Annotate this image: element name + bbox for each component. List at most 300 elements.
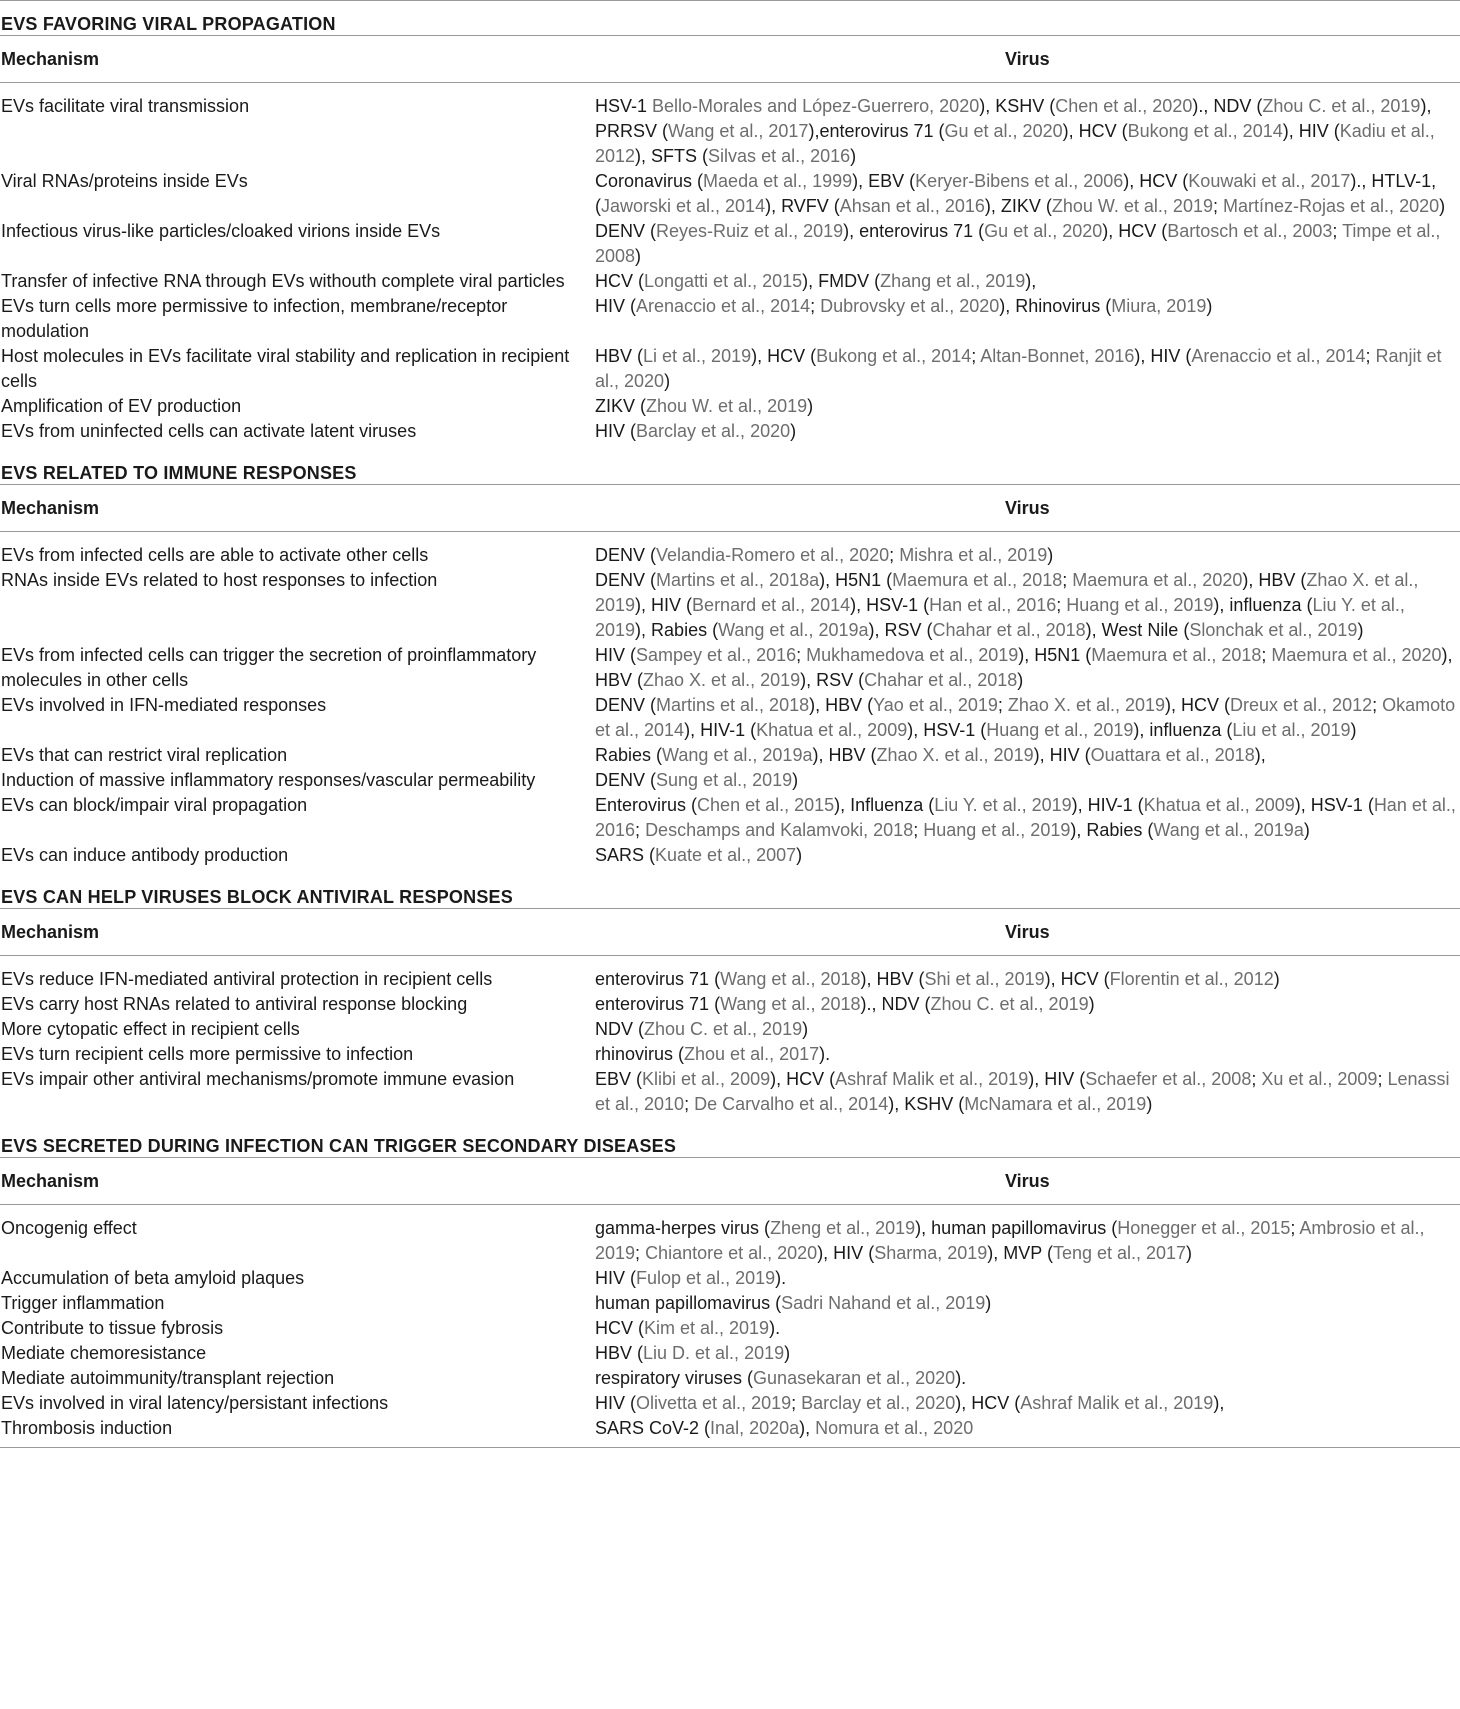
citation-link[interactable]: Bernard et al., 2014	[692, 595, 851, 615]
section-rows	[0, 1205, 1460, 1441]
virus-text: ), HBV (	[860, 969, 925, 989]
citation-link[interactable]: Teng et al., 2017	[1052, 1243, 1187, 1263]
virus-text: ), SFTS (	[635, 146, 709, 166]
citation-link[interactable]: Sadri Nahand et al., 2019	[781, 1293, 986, 1313]
virus-text: ), HCV (	[1102, 221, 1168, 241]
virus-text: ;	[635, 820, 646, 840]
table-row	[0, 1291, 1460, 1316]
mechanism-cell: Contribute to tissue fybrosis	[1, 1318, 224, 1338]
table-row	[0, 394, 1460, 419]
citation-link[interactable]: Huang et al., 2019	[986, 720, 1134, 740]
virus-text: ),	[1025, 271, 1037, 291]
virus-text: ), HSV-1 (	[907, 720, 987, 740]
virus-text: ZIKV (	[595, 396, 647, 416]
column-header-row	[0, 484, 1460, 532]
section-rows	[0, 532, 1460, 868]
table-row	[0, 1017, 1460, 1042]
table-row	[0, 1341, 1460, 1366]
virus-text: ), H5N1 (	[819, 570, 893, 590]
virus-text: )	[1273, 969, 1280, 989]
citation-link[interactable]: Zhou et al., 2017	[684, 1044, 820, 1064]
citation-link[interactable]: Olivetta et al., 2019	[636, 1393, 792, 1413]
mechanism-cell: EVs turn cells more permissive to infection, membrane/receptor modulation	[1, 296, 508, 341]
virus-text: ), HCV (	[1123, 171, 1189, 191]
virus-text: )	[790, 421, 797, 441]
virus-text: ),	[1254, 745, 1266, 765]
section-rows	[0, 83, 1460, 444]
citation-link[interactable]: Chiantore et al., 2020	[645, 1243, 818, 1263]
mechanism-cell: Oncogenig effect	[1, 1218, 137, 1238]
virus-text: )	[1186, 1243, 1193, 1263]
virus-text: ;	[796, 645, 807, 665]
column-header-mechanism: Mechanism	[1, 921, 100, 942]
citation-link[interactable]: Shi et al., 2019	[924, 969, 1045, 989]
citation-link[interactable]: Wang et al., 2019a	[662, 745, 813, 765]
citation-link[interactable]: Bello-Morales and López-Guerrero, 2020	[652, 96, 980, 116]
virus-text: ), HBV (	[812, 745, 877, 765]
virus-text: ).	[769, 1318, 781, 1338]
citation-link[interactable]: Miura, 2019	[1111, 296, 1207, 316]
citation-link[interactable]: Zhou C. et al., 2019	[930, 994, 1089, 1014]
table-row	[0, 992, 1460, 1017]
virus-text: HIV (	[595, 645, 637, 665]
citation-link[interactable]: Deschamps and Kalamvoki, 2018	[645, 820, 914, 840]
citation-link[interactable]: De Carvalho et al., 2014	[694, 1094, 889, 1114]
virus-text: ), HSV-1 (	[1294, 795, 1374, 815]
table-row	[0, 94, 1460, 169]
citation-link[interactable]: Ouattara et al., 2018	[1090, 745, 1255, 765]
virus-text: enterovirus 71 (	[595, 994, 721, 1014]
citation-link[interactable]: Ashraf Malik et al., 2019	[1020, 1393, 1214, 1413]
citation-link[interactable]: Barclay et al., 2020	[636, 421, 791, 441]
citation-link[interactable]: Zhao X. et al., 2019	[1007, 695, 1166, 715]
table-row	[0, 568, 1460, 643]
citation-link[interactable]: Han et al., 2016	[929, 595, 1057, 615]
mechanism-cell: EVs carry host RNAs related to antiviral response blocking	[1, 994, 468, 1014]
virus-text: HIV (	[595, 1268, 637, 1288]
virus-text: HBV (	[595, 1343, 644, 1363]
virus-text: ), HCV (	[1044, 969, 1110, 989]
mechanism-cell: Amplification of EV production	[1, 396, 242, 416]
virus-text: ), HCV (	[751, 346, 817, 366]
virus-cell	[595, 843, 1457, 868]
table-row	[0, 793, 1460, 843]
citation-link[interactable]: Bukong et al., 2014	[1127, 121, 1283, 141]
virus-text: ;	[1365, 346, 1376, 366]
virus-text: )	[807, 396, 814, 416]
virus-text: ), RVFV (	[765, 196, 840, 216]
virus-text: ), HCV (	[770, 1069, 836, 1089]
citation-link[interactable]: Dubrovsky et al., 2020	[820, 296, 1000, 316]
virus-text: EBV (	[595, 1069, 643, 1089]
table-row	[0, 1266, 1460, 1291]
virus-text: ), RSV (	[868, 620, 933, 640]
citation-link[interactable]: Khatua et al., 2009	[756, 720, 908, 740]
citation-link[interactable]: Liu et al., 2019	[1232, 720, 1351, 740]
citation-link[interactable]: Nomura et al., 2020	[815, 1418, 974, 1438]
column-header-row	[0, 1157, 1460, 1205]
virus-text: SARS CoV-2 (	[595, 1418, 711, 1438]
virus-text: enterovirus 71 (	[819, 121, 945, 141]
mechanism-cell: EVs facilitate viral transmission	[1, 96, 250, 116]
column-header-virus: Virus	[1005, 921, 1050, 942]
virus-text: ;	[1251, 1069, 1262, 1089]
virus-text: NDV (	[595, 1019, 644, 1039]
virus-cell	[595, 743, 1457, 768]
mechanism-cell: EVs from uninfected cells can activate latent viruses	[1, 421, 417, 441]
citation-link[interactable]: Maemura et al., 2020	[1271, 645, 1442, 665]
virus-text: )	[792, 770, 799, 790]
citation-link[interactable]: Reyes-Ruiz et al., 2019	[656, 221, 844, 241]
virus-text: )	[1350, 720, 1357, 740]
citation-link[interactable]: Gunasekaran et al., 2020	[753, 1368, 956, 1388]
virus-text: )	[802, 1019, 809, 1039]
virus-text: rhinovirus (	[595, 1044, 685, 1064]
citation-link[interactable]: Zhao X. et al., 2019	[643, 670, 801, 690]
virus-text: HCV (	[595, 1318, 644, 1338]
citation-link[interactable]: Xu et al., 2009	[1261, 1069, 1378, 1089]
citation-link[interactable]: Kuate et al., 2007	[655, 845, 797, 865]
mechanism-cell: EVs involved in IFN-mediated responses	[1, 695, 327, 715]
citation-link[interactable]: Longatti et al., 2015	[644, 271, 803, 291]
citation-link[interactable]: Han et al., 2016	[595, 795, 1456, 840]
virus-text: )	[1047, 545, 1054, 565]
virus-cell	[595, 169, 1457, 219]
citation-link[interactable]: Chen et al., 2020	[1055, 96, 1193, 116]
citation-link[interactable]: Wang et al., 2018	[720, 994, 861, 1014]
virus-text: HBV (	[595, 346, 644, 366]
virus-cell	[595, 94, 1457, 169]
virus-cell	[595, 1291, 1457, 1316]
citation-link[interactable]: Zhang et al., 2019	[880, 271, 1026, 291]
column-header-virus: Virus	[1005, 497, 1050, 518]
citation-link[interactable]: Khatua et al., 2009	[1143, 795, 1295, 815]
table-row	[0, 294, 1460, 344]
virus-cell	[595, 1017, 1457, 1042]
virus-text: ), FMDV (	[802, 271, 881, 291]
citation-link[interactable]: Slonchak et al., 2019	[1189, 620, 1358, 640]
table-row	[0, 269, 1460, 294]
citation-link[interactable]: Bukong et al., 2014	[816, 346, 972, 366]
virus-cell	[595, 568, 1457, 643]
citation-link[interactable]: Dreux et al., 2012	[1230, 695, 1373, 715]
citation-link[interactable]: Klibi et al., 2009	[642, 1069, 771, 1089]
virus-text: DENV (	[595, 570, 657, 590]
virus-text: ), HBV (	[809, 695, 874, 715]
virus-cell	[595, 269, 1457, 294]
virus-text: ;	[997, 695, 1008, 715]
table-row	[0, 344, 1460, 394]
citation-link[interactable]: Altan-Bonnet, 2016	[980, 346, 1135, 366]
virus-text: )., HTLV-1, (	[595, 171, 1437, 216]
mechanism-cell: Transfer of infective RNA through EVs withouth complete viral particles	[1, 271, 565, 291]
virus-text: ), HIV (	[635, 595, 693, 615]
table-row	[0, 419, 1460, 444]
virus-text: ;	[791, 1393, 802, 1413]
virus-cell	[595, 1042, 1457, 1067]
citation-link[interactable]: Timpe et al., 2008	[595, 221, 1441, 266]
virus-text: )	[1439, 196, 1446, 216]
virus-text: ), MVP (	[987, 1243, 1053, 1263]
virus-text: human papillomavirus (	[595, 1293, 782, 1313]
citation-link[interactable]: Wang et al., 2018	[720, 969, 861, 989]
mechanism-cell: Viral RNAs/proteins inside EVs	[1, 171, 248, 191]
virus-text: ), EBV (	[852, 171, 916, 191]
virus-text: HIV (	[595, 421, 637, 441]
virus-text: DENV (	[595, 221, 657, 241]
virus-cell	[595, 344, 1457, 394]
virus-text: )	[1303, 820, 1310, 840]
virus-text: ), HSV-1 (	[850, 595, 930, 615]
virus-text: ;	[889, 545, 900, 565]
citation-link[interactable]: McNamara et al., 2019	[964, 1094, 1147, 1114]
mechanism-cell: Mediate autoimmunity/transplant rejection	[1, 1368, 335, 1388]
virus-cell	[595, 1316, 1457, 1341]
virus-cell	[595, 693, 1457, 743]
virus-text: HCV (	[595, 271, 644, 291]
virus-text: ), HCV (	[1165, 695, 1231, 715]
mechanism-cell: EVs from infected cells are able to activate other cells	[1, 545, 429, 565]
citation-link[interactable]: Martins et al., 2018a	[656, 570, 820, 590]
virus-text: ;	[1372, 695, 1383, 715]
virus-text: ), influenza (	[1133, 720, 1233, 740]
table-section	[0, 450, 1460, 874]
citation-link[interactable]: Zhou W. et al., 2019	[646, 396, 808, 416]
citation-link[interactable]: Wang et al., 2019a	[718, 620, 869, 640]
virus-text: ), HIV-1 (	[684, 720, 757, 740]
mechanism-cell: EVs that can restrict viral replication	[1, 745, 288, 765]
table-row	[0, 843, 1460, 868]
virus-text: HSV-1	[595, 96, 653, 116]
table-section	[0, 1123, 1460, 1447]
mechanism-cell: Accumulation of beta amyloid plaques	[1, 1268, 305, 1288]
citation-link[interactable]: Ambrosio et al., 2019	[595, 1218, 1425, 1263]
citation-link[interactable]: Lenassi et al., 2010	[595, 1069, 1450, 1114]
citation-link[interactable]: Keryer-Bibens et al., 2006	[915, 171, 1124, 191]
citation-link[interactable]: Martínez-Rojas et al., 2020	[1223, 196, 1440, 216]
citation-link[interactable]: Arenaccio et al., 2014	[1191, 346, 1366, 366]
mechanism-cell: Mediate chemoresistance	[1, 1343, 207, 1363]
table-row	[0, 1067, 1460, 1117]
citation-link[interactable]: Arenaccio et al., 2014	[636, 296, 811, 316]
virus-text: )	[850, 146, 857, 166]
table-row	[0, 1316, 1460, 1341]
virus-cell	[595, 1391, 1457, 1416]
citation-link[interactable]: Chahar et al., 2018	[932, 620, 1086, 640]
citation-link[interactable]: Okamoto et al., 2014	[595, 695, 1456, 740]
citation-link[interactable]: Kim et al., 2019	[644, 1318, 770, 1338]
virus-text: DENV (	[595, 545, 657, 565]
virus-text: ), HCV (	[955, 1393, 1021, 1413]
citation-link[interactable]: Velandia-Romero et al., 2020	[656, 545, 890, 565]
virus-text: ;	[684, 1094, 695, 1114]
virus-text: enterovirus 71 (	[595, 969, 721, 989]
virus-text: ), HIV (	[1028, 1069, 1086, 1089]
citation-link[interactable]: Martins et al., 2018	[656, 695, 810, 715]
section-title: EVS SECRETED DURING INFECTION CAN TRIGGER SECONDARY DISEASES	[1, 1136, 677, 1156]
table-row	[0, 1416, 1460, 1441]
citation-link[interactable]: Sharma, 2019	[874, 1243, 988, 1263]
mechanism-cell: Host molecules in EVs facilitate viral stability and replication in recipient cells	[1, 346, 570, 391]
virus-text: )., NDV (	[860, 994, 931, 1014]
virus-cell	[595, 1341, 1457, 1366]
virus-text: ), West Nile (	[1085, 620, 1190, 640]
citation-link[interactable]: Zhao X. et al., 2019	[876, 745, 1034, 765]
table-row	[0, 768, 1460, 793]
virus-cell	[595, 219, 1457, 269]
virus-text: )	[1017, 670, 1024, 690]
citation-link[interactable]: Huang et al., 2019	[923, 820, 1071, 840]
virus-cell	[595, 643, 1457, 693]
citation-link[interactable]: Gu et al., 2020	[944, 121, 1063, 141]
citation-link[interactable]: Kouwaki et al., 2017	[1188, 171, 1351, 191]
citation-link[interactable]: Ranjit et al., 2020	[595, 346, 1442, 391]
virus-text: Rabies (	[595, 745, 663, 765]
virus-text: )., NDV (	[1192, 96, 1263, 116]
virus-text: )	[784, 1343, 791, 1363]
virus-text: )	[1146, 1094, 1153, 1114]
citation-link[interactable]: Mukhamedova et al., 2019	[806, 645, 1019, 665]
citation-link[interactable]: Wang et al., 2019a	[1153, 820, 1304, 840]
virus-cell	[595, 992, 1457, 1017]
virus-text: ;	[1290, 1218, 1300, 1238]
citation-link[interactable]: Maemura et al., 2018	[1091, 645, 1262, 665]
citation-link[interactable]: Huang et al., 2019	[1066, 595, 1214, 615]
citation-link[interactable]: Barclay et al., 2020	[801, 1393, 956, 1413]
column-header-mechanism: Mechanism	[1, 1170, 100, 1191]
section-rows	[0, 956, 1460, 1117]
citation-link[interactable]: Sampey et al., 2016	[636, 645, 797, 665]
mechanism-cell: EVs can block/impair viral propagation	[1, 795, 308, 815]
section-title: EVS CAN HELP VIRUSES BLOCK ANTIVIRAL RESPONSES	[1, 887, 513, 907]
virus-text: ), influenza (	[1213, 595, 1313, 615]
virus-text: )	[1206, 296, 1213, 316]
virus-text: ), HIV (	[1282, 121, 1340, 141]
virus-text: ;	[1056, 595, 1067, 615]
mechanism-cell: EVs involved in viral latency/persistant infections	[1, 1393, 389, 1413]
citation-link[interactable]: Li et al., 2019	[643, 346, 752, 366]
mechanism-cell: EVs turn recipient cells more permissive to infection	[1, 1044, 414, 1064]
citation-link[interactable]: Honegger et al., 2015	[1117, 1218, 1291, 1238]
virus-text: ;	[1332, 221, 1343, 241]
citation-link[interactable]: Maemura et al., 2018	[892, 570, 1063, 590]
citation-link[interactable]: Bartosch et al., 2003	[1167, 221, 1333, 241]
citation-link[interactable]: Kadiu et al., 2012	[595, 121, 1435, 166]
citation-link[interactable]: Ashraf Malik et al., 2019	[835, 1069, 1029, 1089]
table-row	[0, 1391, 1460, 1416]
citation-link[interactable]: Zhou C. et al., 2019	[1262, 96, 1421, 116]
virus-text: ), human papillomavirus (	[915, 1218, 1118, 1238]
table-row	[0, 693, 1460, 743]
citation-link[interactable]: Florentin et al., 2012	[1109, 969, 1274, 989]
citation-link[interactable]: Schaefer et al., 2008	[1085, 1069, 1252, 1089]
virus-text: respiratory viruses (	[595, 1368, 754, 1388]
virus-text: ), enterovirus 71 (	[843, 221, 985, 241]
citation-link[interactable]: Inal, 2020a	[710, 1418, 800, 1438]
virus-text: ), Rabies (	[1070, 820, 1154, 840]
virus-cell	[595, 1266, 1457, 1291]
virus-text: ;	[1212, 196, 1223, 216]
citation-link[interactable]: Fulop et al., 2019	[636, 1268, 776, 1288]
virus-text: ), Rabies (	[635, 620, 719, 640]
virus-text: ).	[955, 1368, 967, 1388]
citation-link[interactable]: Jaworski et al., 2014	[601, 196, 766, 216]
column-header-mechanism: Mechanism	[1, 497, 100, 518]
citation-link[interactable]: Mishra et al., 2019	[899, 545, 1048, 565]
mechanism-cell: Trigger inflammation	[1, 1293, 165, 1313]
virus-text: ), H5N1 (	[1018, 645, 1092, 665]
virus-text: ;	[810, 296, 821, 316]
citation-link[interactable]: Sung et al., 2019	[656, 770, 793, 790]
mechanism-cell: Thrombosis induction	[1, 1418, 173, 1438]
virus-text: ), HCV (	[1062, 121, 1128, 141]
citation-link[interactable]: Ahsan et al., 2016	[839, 196, 985, 216]
citation-link[interactable]: Liu D. et al., 2019	[643, 1343, 785, 1363]
table-row	[0, 1366, 1460, 1391]
citation-link[interactable]: Zheng et al., 2019	[770, 1218, 916, 1238]
virus-text: gamma-herpes virus (	[595, 1218, 771, 1238]
citation-link[interactable]: Zhou W. et al., 2019	[1051, 196, 1213, 216]
mechanism-cell: EVs reduce IFN-mediated antiviral protection in recipient cells	[1, 969, 493, 989]
virus-text: ), ZIKV (	[984, 196, 1052, 216]
citation-link[interactable]: Yao et al., 2019	[873, 695, 998, 715]
virus-text: ;	[971, 346, 981, 366]
virus-text: DENV (	[595, 770, 657, 790]
table-row	[0, 1042, 1460, 1067]
virus-text: ), HBV (	[595, 645, 1453, 690]
virus-text: ), HIV (	[817, 1243, 875, 1263]
virus-cell	[595, 394, 1457, 419]
citation-link[interactable]: Chahar et al., 2018	[864, 670, 1018, 690]
mechanism-cell: EVs can induce antibody production	[1, 845, 289, 865]
virus-text: )	[1357, 620, 1364, 640]
table-row	[0, 219, 1460, 269]
citation-link[interactable]: Chen et al., 2015	[697, 795, 835, 815]
virus-text: ), PRRSV (	[595, 96, 1432, 141]
column-header-mechanism: Mechanism	[1, 48, 100, 69]
citation-link[interactable]: Silvas et al., 2016	[708, 146, 851, 166]
virus-text: ;	[635, 1243, 646, 1263]
virus-text: HIV (	[595, 296, 637, 316]
virus-text: ;	[913, 820, 924, 840]
virus-cell	[595, 294, 1457, 344]
virus-text: ), HIV (	[1134, 346, 1192, 366]
table-row	[0, 543, 1460, 568]
virus-text: ).	[819, 1044, 831, 1064]
citation-link[interactable]: Maeda et al., 1999	[703, 171, 853, 191]
virus-cell	[595, 543, 1457, 568]
citation-link[interactable]: Liu Y. et al., 2019	[934, 795, 1072, 815]
virus-text: ), HBV (	[1242, 570, 1307, 590]
virus-text: SARS (	[595, 845, 656, 865]
virus-text: )	[796, 845, 803, 865]
virus-text: ), KSHV (	[888, 1094, 965, 1114]
virus-cell	[595, 1366, 1457, 1391]
table-row	[0, 967, 1460, 992]
virus-text: ), HIV (	[1033, 745, 1091, 765]
citation-link[interactable]: Wang et al., 2017	[668, 121, 809, 141]
citation-link[interactable]: Liu Y. et al., 2019	[595, 595, 1405, 640]
table-row	[0, 1216, 1460, 1266]
virus-text: ;	[1261, 645, 1272, 665]
citation-link[interactable]: Zhao X. et al., 2019	[595, 570, 1419, 615]
mechanism-cell: RNAs inside EVs related to host responses to infection	[1, 570, 438, 590]
citation-link[interactable]: Gu et al., 2020	[984, 221, 1103, 241]
virus-cell	[595, 793, 1457, 843]
citation-link[interactable]: Zhou C. et al., 2019	[644, 1019, 803, 1039]
virus-text: ).	[775, 1268, 787, 1288]
citation-link[interactable]: Maemura et al., 2020	[1072, 570, 1243, 590]
